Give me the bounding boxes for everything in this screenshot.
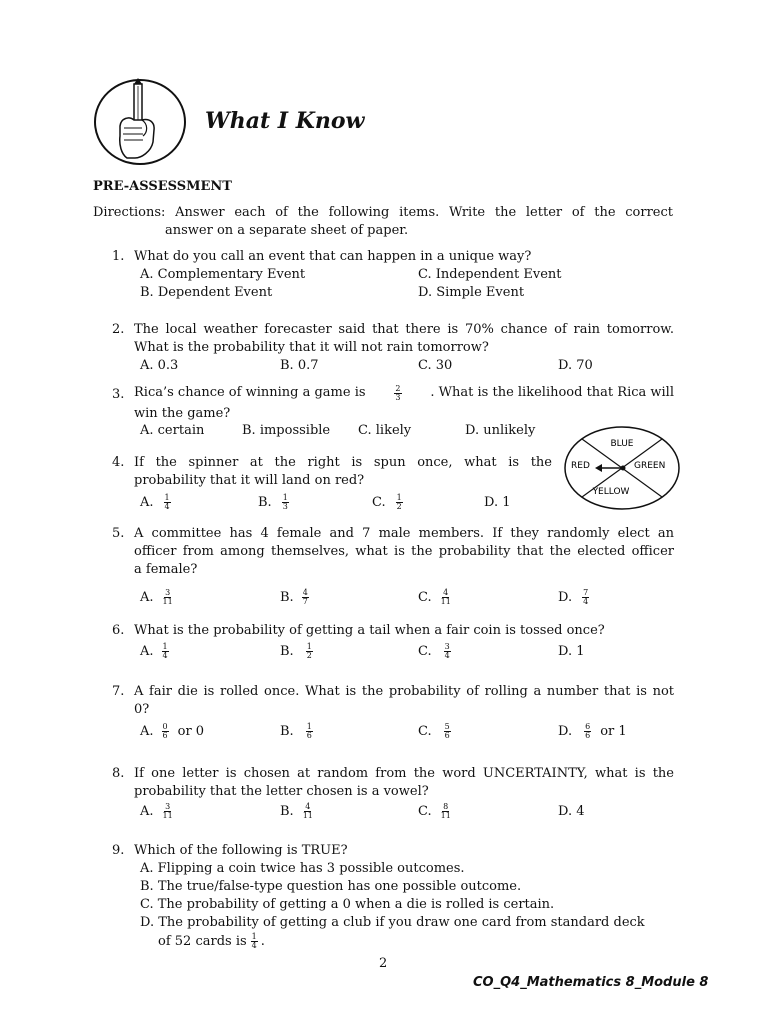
- numerator: 3: [444, 642, 450, 651]
- fraction: [306, 723, 313, 740]
- denominator: 4: [251, 941, 257, 950]
- choice-letter: B.: [258, 495, 272, 510]
- directions-line-1: Directions: Answer each of the following items. Write the letter of the correct: [93, 205, 673, 220]
- question-text: What is the probability of getting a tail when a fair coin is tossed once?: [134, 623, 605, 638]
- fraction: [394, 385, 401, 402]
- choice-c: C. likely: [358, 423, 412, 438]
- spinner-label-green: GREEN: [634, 461, 666, 471]
- fraction: [251, 933, 258, 950]
- fraction: [582, 589, 589, 606]
- numerator: 3: [165, 588, 171, 597]
- spinner-label-blue: BLUE: [610, 439, 634, 449]
- fraction: [162, 803, 174, 820]
- question-text: win the game?: [134, 406, 231, 421]
- choice-a: [140, 723, 204, 741]
- fraction: [440, 589, 452, 606]
- fraction: [444, 643, 451, 660]
- choice-d: [558, 723, 627, 741]
- question-number: 9.: [112, 843, 125, 858]
- fraction: [282, 494, 289, 511]
- numerator: 3: [165, 802, 171, 811]
- choice-b: [280, 803, 317, 821]
- fraction: [162, 723, 169, 740]
- choice-suffix: or 0: [177, 724, 205, 739]
- choice-a: [140, 643, 172, 661]
- question-text: a female?: [134, 562, 198, 577]
- denominator: 2: [306, 651, 312, 660]
- fraction: [584, 723, 591, 740]
- choice-d: D. Simple Event: [418, 285, 525, 300]
- page-number: 2: [379, 956, 388, 971]
- choice-letter: A.: [140, 804, 154, 819]
- question-text: If one letter is chosen at random from the word UNCERTAINTY, what is the: [134, 766, 674, 781]
- question-number: 2.: [112, 322, 125, 337]
- question-number: 3.: [112, 387, 125, 402]
- spinner-label-yellow: YELLOW: [592, 487, 630, 497]
- numerator: 4: [305, 802, 311, 811]
- fraction: [162, 643, 169, 660]
- denominator: 4: [162, 651, 168, 660]
- numerator: 1: [396, 493, 402, 502]
- choice-d: D. 70: [558, 358, 593, 373]
- question-text: The local weather forecaster said that there is 70% chance of rain tomorrow.: [134, 322, 674, 337]
- denominator: 11: [440, 811, 451, 820]
- denominator: 6: [306, 731, 312, 740]
- choice-d: D. The probability of getting a club if you draw one card from standard deck: [140, 915, 645, 930]
- choice-letter: A.: [140, 644, 154, 659]
- question-text-part: Rica’s chance of winning a game is: [134, 385, 366, 400]
- question-number: 8.: [112, 766, 125, 781]
- numerator: 1: [251, 932, 257, 941]
- choice-letter: A.: [140, 495, 154, 510]
- denominator: 4: [583, 597, 589, 606]
- choice-c: [418, 643, 454, 661]
- choice-letter: C.: [372, 495, 386, 510]
- denominator: 3: [282, 502, 288, 511]
- fraction: [162, 589, 174, 606]
- choice-letter: C.: [418, 724, 432, 739]
- section-title: What I Know: [205, 108, 365, 134]
- fraction: [396, 494, 403, 511]
- fraction: [440, 803, 452, 820]
- question-number: 4.: [112, 455, 125, 470]
- denominator: 7: [302, 597, 308, 606]
- choice-a: [140, 494, 174, 512]
- choice-b: B. Dependent Event: [140, 285, 273, 300]
- numerator: 6: [585, 722, 591, 731]
- numerator: 5: [444, 722, 450, 731]
- choice-suffix: or 1: [600, 724, 627, 739]
- choice-c: C. Independent Event: [418, 267, 562, 282]
- fraction: [302, 803, 314, 820]
- choice-letter: C.: [418, 644, 432, 659]
- spinner-center: [621, 466, 626, 471]
- question-text: probability that the letter chosen is a vowel?: [134, 784, 429, 799]
- question-text: A committee has 4 female and 7 male members. If they randomly elect an: [134, 526, 674, 541]
- numerator: 2: [395, 383, 401, 393]
- choice-b: [280, 723, 316, 741]
- question-text: What do you call an event that can happen in a unique way?: [134, 249, 532, 264]
- choice-d: D. unlikely: [465, 423, 536, 438]
- footer-module-label: CO_Q4_Mathematics 8_Module 8: [473, 975, 709, 990]
- choice-c: [418, 589, 455, 607]
- numerator: 8: [443, 802, 449, 811]
- hand-pencil-logo: [93, 78, 187, 166]
- denominator: 11: [162, 597, 173, 606]
- question-text: officer from among themselves, what is the probability that the elected officer: [134, 544, 674, 559]
- numerator: 1: [306, 722, 312, 731]
- choice-b: [258, 494, 292, 512]
- choice-letter: A.: [140, 724, 154, 739]
- denominator: 4: [164, 502, 170, 511]
- numerator: 1: [306, 642, 312, 651]
- question-number: 1.: [112, 249, 125, 264]
- choice-c: [372, 494, 406, 512]
- question-text: If the spinner at the right is spun once, what is the: [134, 455, 552, 470]
- question-number: 5.: [112, 526, 125, 541]
- question-text: Which of the following is TRUE?: [134, 843, 348, 858]
- question-text: probability that it will land on red?: [134, 473, 365, 488]
- denominator: 2: [396, 502, 402, 511]
- choice-d-continuation: [158, 933, 265, 951]
- question-text: [134, 384, 674, 402]
- fraction: [444, 723, 451, 740]
- choice-c: C. The probability of getting a 0 when a die is rolled is certain.: [140, 897, 555, 912]
- numerator: 7: [583, 588, 589, 597]
- choice-letter: B.: [280, 644, 294, 659]
- choice-letter: B.: [280, 590, 294, 605]
- fraction: [306, 643, 313, 660]
- choice-d: D. 4: [558, 804, 585, 819]
- choice-a: [140, 803, 177, 821]
- choice-b: B. impossible: [242, 423, 331, 438]
- denominator: 6: [585, 731, 591, 740]
- choice-c: [418, 803, 455, 821]
- choice-d: D. 1: [558, 644, 585, 659]
- choice-b: [280, 643, 316, 661]
- choice-c: C. 30: [418, 358, 453, 373]
- choice-a: A. certain: [140, 423, 205, 438]
- denominator: 11: [440, 597, 451, 606]
- choice-letter: A.: [140, 590, 154, 605]
- pre-assessment-heading: PRE-ASSESSMENT: [93, 179, 232, 194]
- choice-d: [558, 589, 592, 607]
- denominator: 3: [395, 392, 401, 402]
- choice-b: B. 0.7: [280, 358, 319, 373]
- numerator: 4: [302, 588, 308, 597]
- choice-b: B. The true/false-type question has one possible outcome.: [140, 879, 522, 894]
- numerator: 1: [164, 493, 170, 502]
- choice-a: A. Flipping a coin twice has 3 possible outcomes.: [140, 861, 465, 876]
- question-text: 0?: [134, 702, 150, 717]
- choice-text: of 52 cards is: [158, 934, 247, 949]
- question-text-part: . What is the likelihood that Rica will: [430, 385, 674, 400]
- numerator: 0: [162, 722, 168, 731]
- denominator: 6: [162, 731, 168, 740]
- choice-d: D. 1: [484, 495, 511, 510]
- choice-b: [280, 589, 312, 607]
- choice-letter: D.: [558, 590, 573, 605]
- fraction: [302, 589, 309, 606]
- denominator: 4: [444, 651, 450, 660]
- denominator: 11: [162, 811, 173, 820]
- spinner-label-red: RED: [571, 461, 590, 471]
- fraction: [164, 494, 171, 511]
- question-number: 6.: [112, 623, 125, 638]
- choice-a: A. Complementary Event: [140, 267, 306, 282]
- choice-a: [140, 589, 177, 607]
- question-text: What is the probability that it will not rain tomorrow?: [134, 340, 489, 355]
- choice-letter: C.: [418, 590, 432, 605]
- numerator: 1: [282, 493, 288, 502]
- directions-line-2: answer on a separate sheet of paper.: [165, 223, 409, 238]
- choice-text: .: [260, 934, 265, 949]
- numerator: 4: [443, 588, 449, 597]
- denominator: 11: [302, 811, 313, 820]
- choice-letter: D.: [558, 724, 573, 739]
- question-number: 7.: [112, 684, 125, 699]
- choice-a: A. 0.3: [140, 358, 179, 373]
- choice-letter: B.: [280, 724, 294, 739]
- choice-letter: C.: [418, 804, 432, 819]
- spinner-diagram: [562, 424, 682, 512]
- choice-c: [418, 723, 454, 741]
- numerator: 1: [162, 642, 168, 651]
- question-text: A fair die is rolled once. What is the probability of rolling a number that is not: [134, 684, 674, 699]
- choice-letter: B.: [280, 804, 294, 819]
- denominator: 6: [444, 731, 450, 740]
